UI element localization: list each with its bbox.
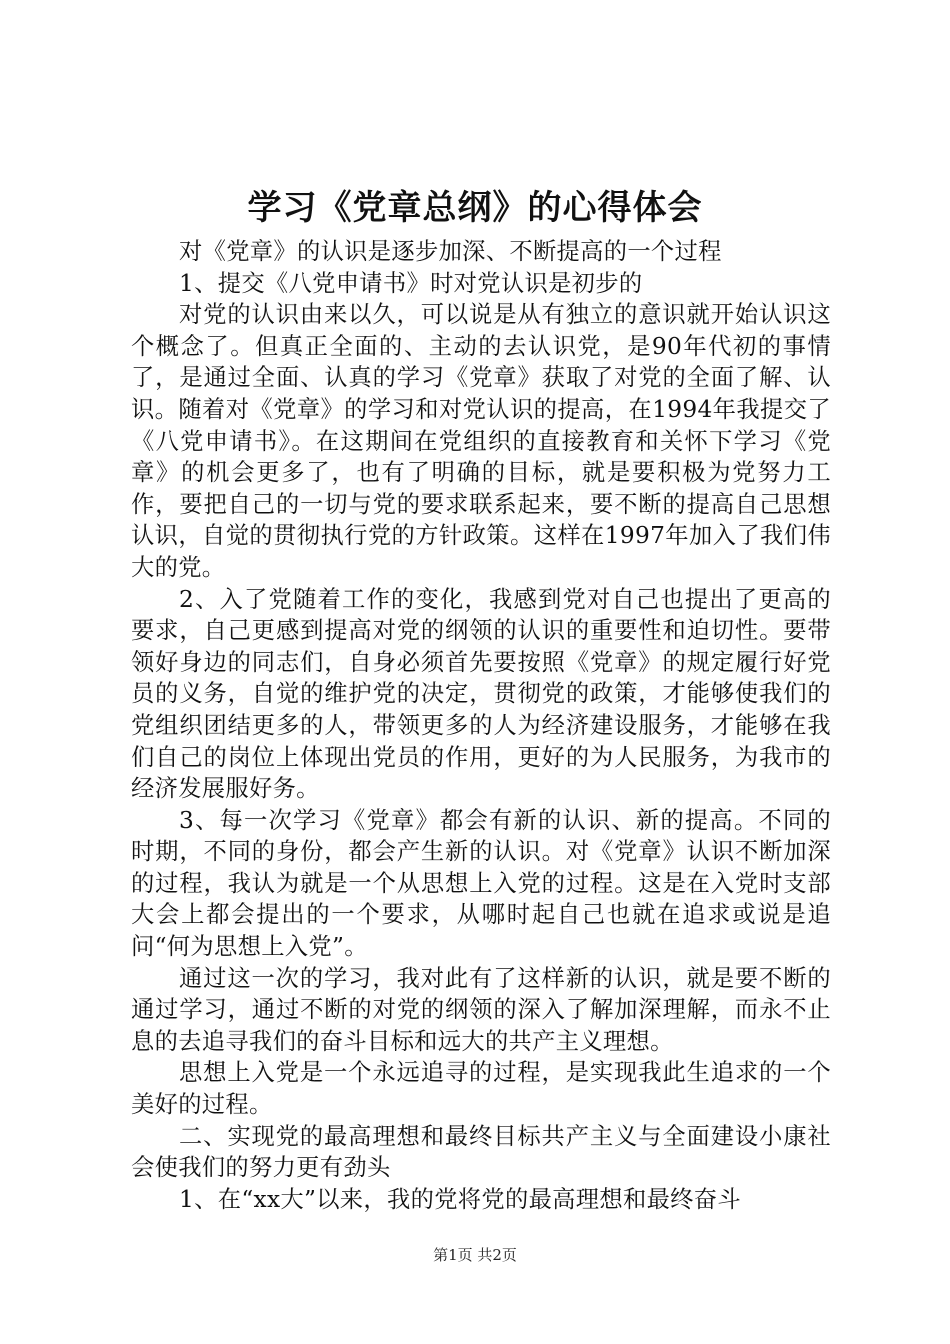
paragraph-section-2: 2、入了党随着工作的变化，我感到党对自己也提出了更高的要求，自己更感到提高对党的纲领的认识的重要性和迫切性。要带领好身边的同志们，自身必须首先要按照《党章》的规定履行好党员的义务，自觉的维护党的决定，贯彻党的政策，才能够使我们的党组织团结更多的人，带领更多的人为经济建设服务，才能够在我们自己的岗位上体现出党员的作用，更好的为人民服务，为我市的经济发展服好务。 [131, 585, 831, 803]
document-title: 学习《党章总纲》的心得体会 [247, 188, 703, 228]
document-body [131, 236, 831, 1215]
page-footer: 第1页 共2页 [433, 1246, 517, 1264]
paragraph-section-3: 3、每一次学习《党章》都会有新的认识、新的提高。不同的时期，不同的身份，都会产生新的认识。对《党章》认识不断加深的过程，我认为就是一个从思想上入党的过程。这是在入党时支部大会上都会提出的一个要求，从哪时起自己也就在追求或说是追问“何为思想上入党”。 [131, 806, 831, 961]
paragraph-new-understanding: 通过这一次的学习，我对此有了这样新的认识，就是要不断的通过学习，通过不断的对党的纲领的深入了解加深理解，而永不止息的去追寻我们的奋斗目标和远大的共产主义理想。 [131, 964, 831, 1055]
paragraph-intro: 对《党章》的认识是逐步加深、不断提高的一个过程 [179, 238, 722, 265]
paragraph-part-two-item-1: 1、在“xx大”以来，我的党将党的最高理想和最终奋斗 [179, 1185, 741, 1213]
paragraph-section-1-heading: 1、提交《八党申请书》时对党认识是初步的 [179, 269, 643, 297]
paragraph-part-two-heading: 二、实现党的最高理想和最终目标共产主义与全面建设小康社会使我们的努力更有劲头 [131, 1122, 831, 1182]
paragraph-ideological-membership: 思想上入党是一个永远追寻的过程，是实现我此生追求的一个美好的过程。 [131, 1059, 831, 1119]
paragraph-section-1-body: 对党的认识由来以久，可以说是从有独立的意识就开始认识这个概念了。但真正全面的、主动的去认识党，是90年代初的事情了，是通过全面、认真的学习《党章》获取了对党的全面了解、认识。随着对《党章》的学习和对党认识的提高，在1994年我提交了《八党申请书》。在这期间在党组织的直接教育和关怀下学习《党章》的机会更多了，也有了明确的目标，就是要积极为党努力工作，要把自己的一切与党的要求联系起来，要不断的提高自己思想认识，自觉的贯彻执行党的方针政策。这样在1997年加入了我们伟大的党。 [131, 301, 831, 581]
